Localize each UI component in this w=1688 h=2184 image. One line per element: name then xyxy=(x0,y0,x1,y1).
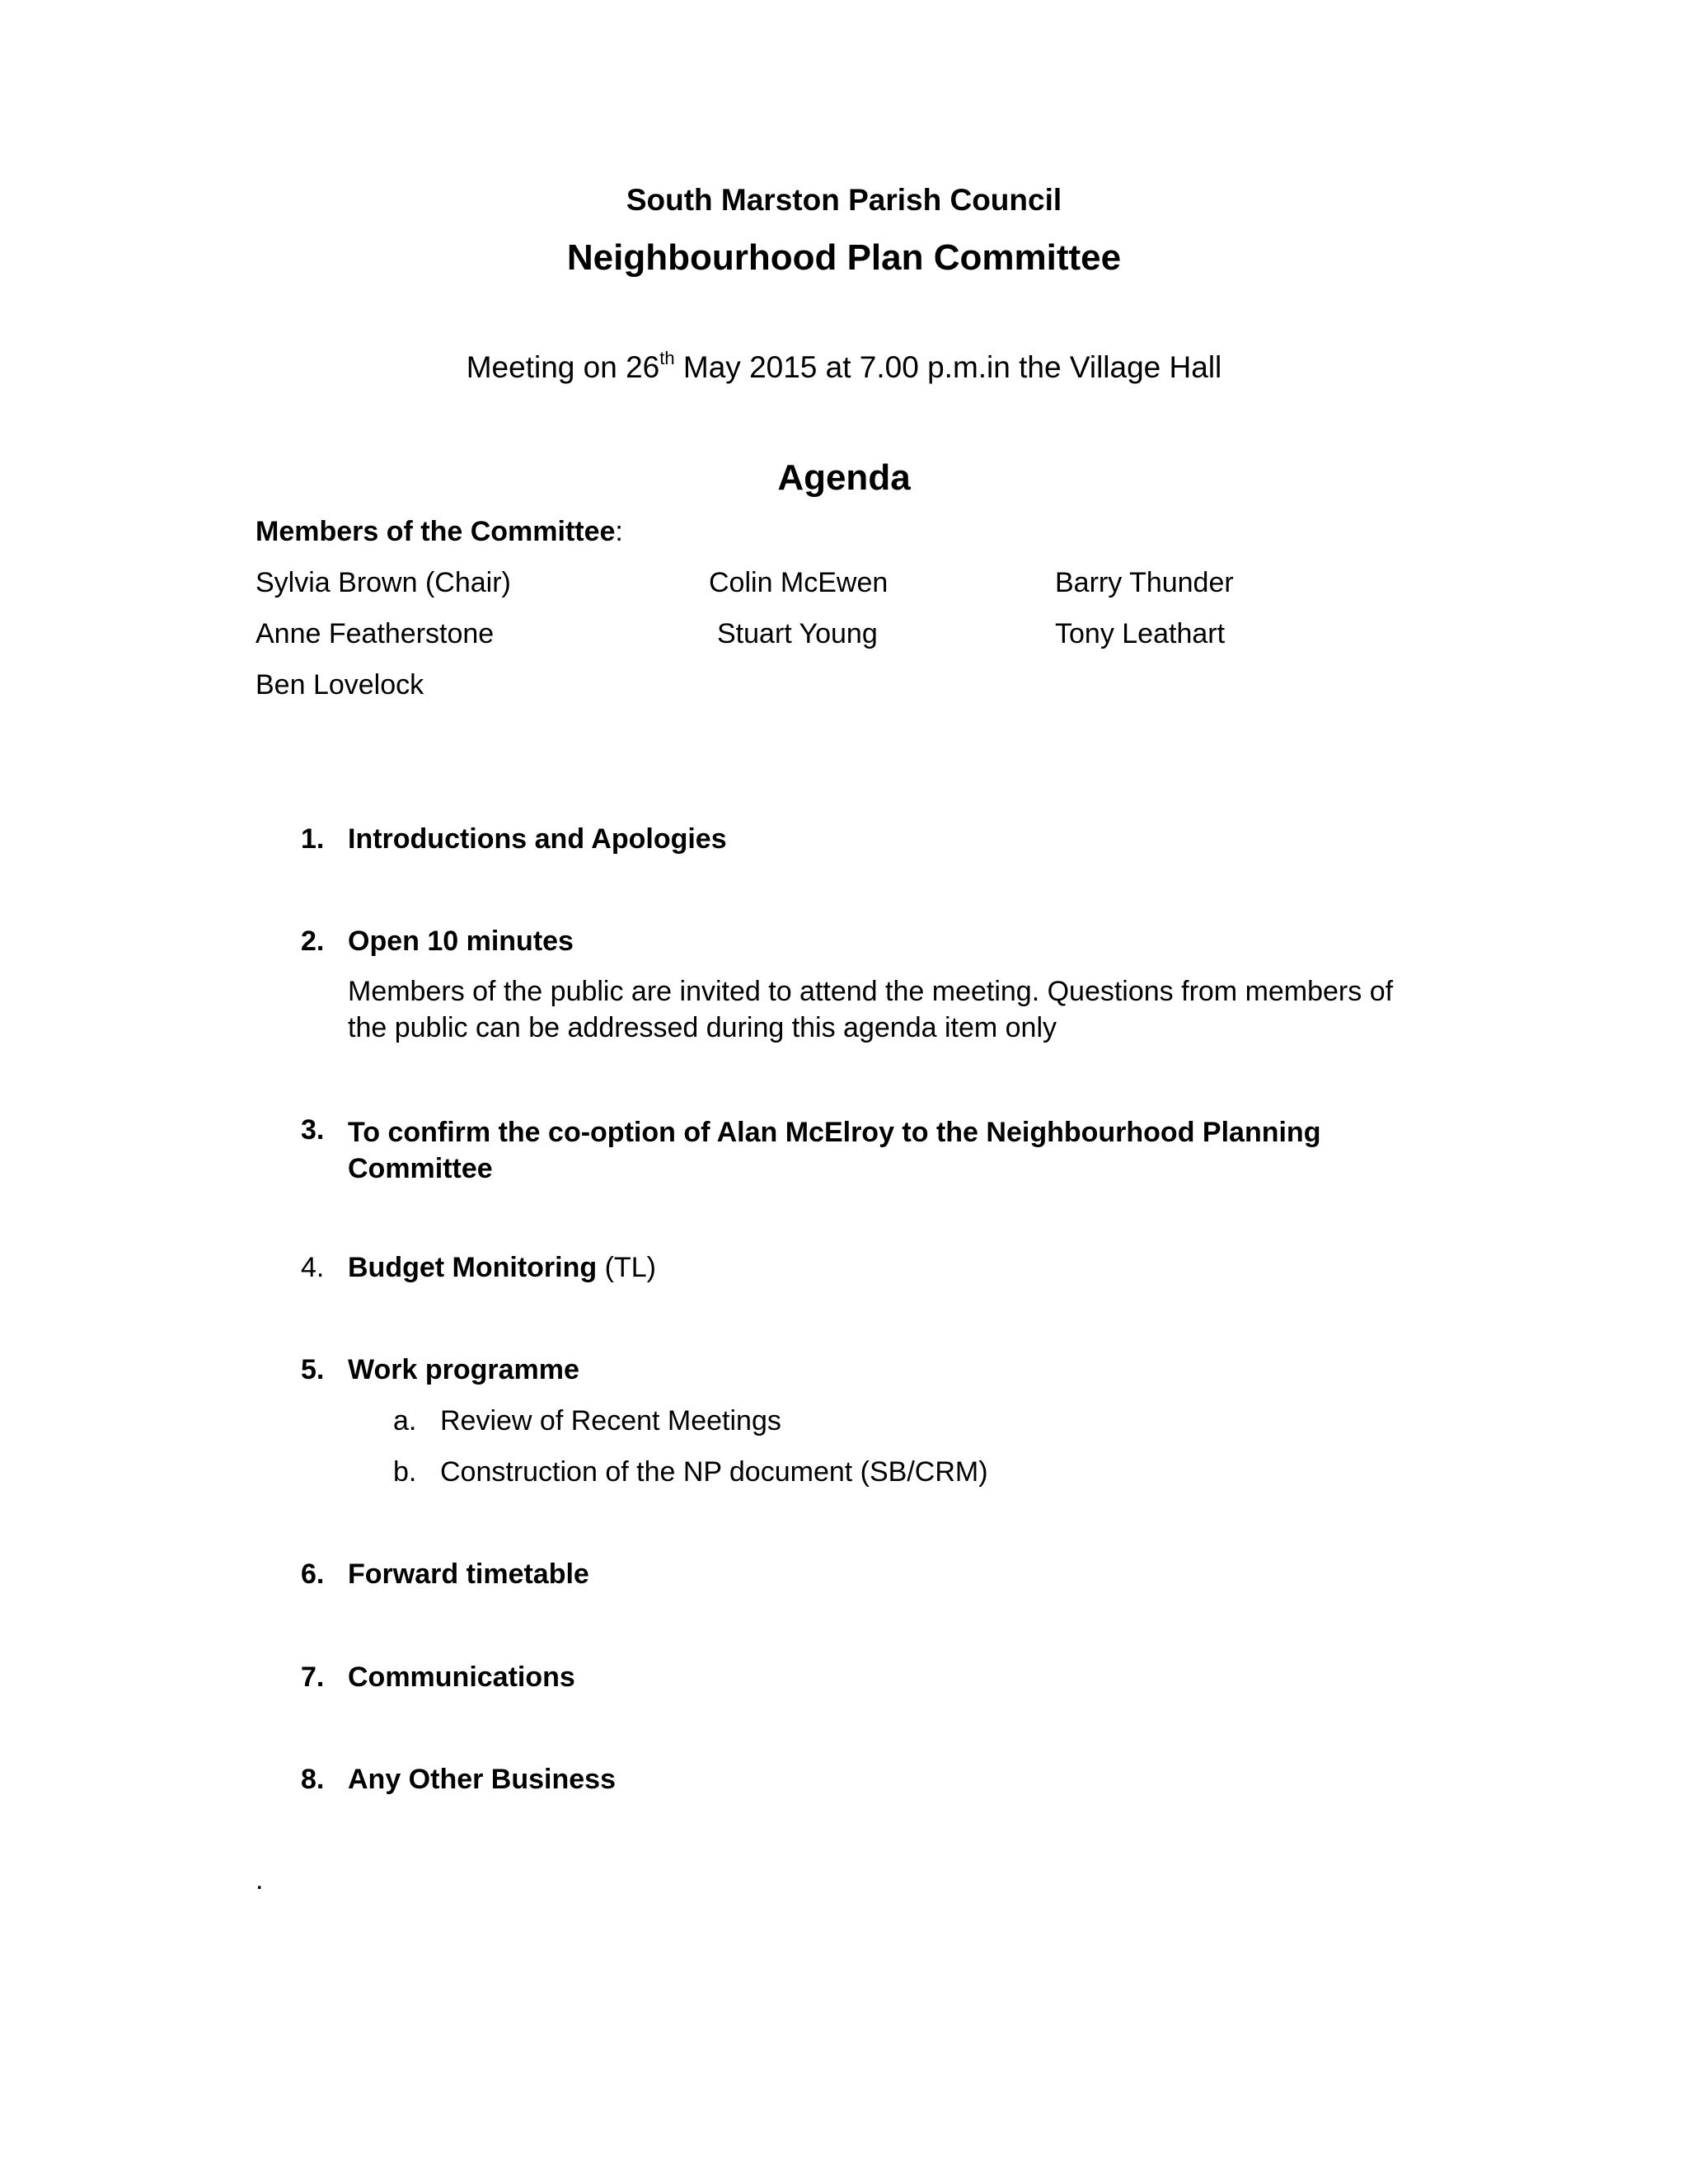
agenda-item-number: 3. xyxy=(301,1114,325,1146)
subitem-letter: a. xyxy=(393,1405,417,1436)
agenda-item-title: Communications xyxy=(348,1661,575,1693)
agenda-item-title: Work programme xyxy=(348,1354,579,1385)
agenda-item-number: 8. xyxy=(301,1764,325,1795)
agenda-item-description-line: the public can be addressed during this agenda item only xyxy=(348,1012,1057,1043)
members-heading-colon: : xyxy=(615,516,623,547)
members-heading-label: Members of the Committee xyxy=(256,516,616,547)
agenda-item-title xyxy=(348,1114,1320,1187)
agenda-item-title: Introductions and Apologies xyxy=(348,823,727,855)
agenda-item-title-line: To confirm the co-option of Alan McElroy to the Neighbourhood Planning xyxy=(348,1117,1321,1148)
agenda-item-title: Any Other Business xyxy=(348,1764,616,1795)
member-name: Colin McEwen xyxy=(709,567,889,598)
subitem-text: Review of Recent Meetings xyxy=(440,1405,781,1436)
member-name: Stuart Young xyxy=(717,618,878,649)
agenda-item-title: Open 10 minutes xyxy=(348,926,574,957)
member-name: Anne Featherstone xyxy=(256,618,495,649)
agenda-item-description xyxy=(348,973,1436,1046)
meeting-suffix: May 2015 at 7.00 p.m.in the Village Hall xyxy=(674,350,1222,384)
agenda-item-note: (TL) xyxy=(597,1252,656,1283)
committee-title: Neighbourhood Plan Committee xyxy=(566,237,1122,278)
agenda-item-number: 2. xyxy=(301,926,325,957)
agenda-item-description-line: Members of the public are invited to attend the meeting. Questions from members of xyxy=(348,976,1394,1007)
agenda-item-title-line: Committee xyxy=(348,1153,493,1184)
agenda-heading: Agenda xyxy=(777,457,911,498)
agenda-item-title-text: Budget Monitoring xyxy=(348,1252,598,1283)
end-mark: . xyxy=(256,1864,264,1896)
member-name: Sylvia Brown (Chair) xyxy=(256,567,511,598)
agenda-item-number: 6. xyxy=(301,1558,325,1590)
agenda-item-number: 1. xyxy=(301,823,325,855)
member-name: Tony Leathart xyxy=(1055,618,1226,649)
meeting-ordinal: th xyxy=(659,348,675,368)
subitem-letter: b. xyxy=(393,1456,417,1488)
council-name: South Marston Parish Council xyxy=(626,183,1062,217)
agenda-item-title: Forward timetable xyxy=(348,1558,589,1590)
meeting-prefix: Meeting on 26 xyxy=(466,350,660,384)
member-name: Ben Lovelock xyxy=(256,669,424,701)
subitem-text: Construction of the NP document (SB/CRM) xyxy=(440,1456,988,1488)
agenda-item-number: 7. xyxy=(301,1661,325,1693)
agenda-item-title xyxy=(348,1252,656,1284)
member-name: Barry Thunder xyxy=(1055,567,1234,598)
agenda-item-number: 5. xyxy=(301,1354,325,1385)
agenda-item-number: 4. xyxy=(301,1252,325,1283)
members-heading xyxy=(256,516,623,548)
meeting-details xyxy=(0,350,1688,385)
